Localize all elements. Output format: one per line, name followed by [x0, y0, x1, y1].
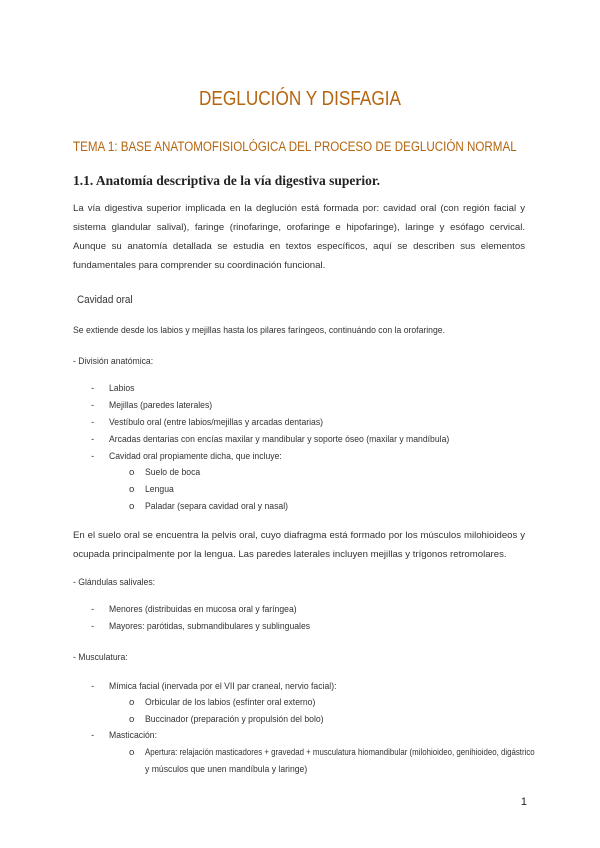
floor-paragraph: En el suelo oral se encuentra la pelvis oral, cuyo diafragma está formado por los músculos milohioideos y ocupada principalmente por la lengua. Las paredes laterales incluyen mejillas y trígonos retromolares.	[73, 530, 525, 560]
topic-heading: TEMA 1: BASE ANATOMOFISIOLÓGICA DEL PROCESO DE DEGLUCIÓN NORMAL	[73, 139, 517, 154]
sublist-item: Orbicular de los labios (esfínter oral externo)	[145, 697, 316, 708]
sublist-bullet: o	[129, 484, 135, 495]
division-label: - División anatómica:	[73, 356, 154, 367]
oral-cavity-text: Se extiende desde los labios y mejillas hasta los pilares faríngeos, continuándo con la orofaringe.	[73, 325, 445, 336]
list-item: Menores (distribuidas en mucosa oral y faríngea)	[109, 604, 297, 615]
section-heading: 1.1. Anatomía descriptiva de la vía digestiva superior.	[73, 173, 381, 188]
list-bullet: -	[91, 383, 95, 394]
intro-paragraph: La vía digestiva superior implicada en la deglución está formada por: cavidad oral (con región facial y sistema glandular salival), faringe (rinofaringe, orofaringe e hipofaringe), laringe y esófago cervical. Aunque su anatomía detallada se estudia en textos específicos, aquí se describen sus elementos fundamentales para comprender su coordinación funcional.	[73, 203, 525, 271]
page-number: 1	[520, 796, 527, 808]
list-bullet: -	[91, 451, 95, 462]
list-bullet: -	[91, 400, 95, 411]
document-title: DEGLUCIÓN Y DISFAGIA	[198, 88, 401, 110]
sublist-item: Suelo de boca	[145, 467, 201, 478]
sublist-bullet: o	[129, 697, 135, 708]
list-bullet: -	[91, 604, 95, 615]
sublist-bullet: o	[129, 747, 135, 758]
sublist-item: Buccinador (preparación y propulsión del bolo)	[145, 714, 324, 725]
sublist-bullet: o	[129, 714, 135, 725]
list-bullet: -	[91, 417, 95, 428]
list-item: Mímica facial (inervada por el VII par craneal, nervio facial):	[109, 681, 337, 692]
muscles-label: - Musculatura:	[73, 652, 128, 663]
sublist-bullet: o	[129, 501, 135, 512]
list-bullet: -	[91, 621, 95, 632]
sublist-item: Lengua	[145, 484, 174, 495]
glands-label: - Glándulas salivales:	[73, 577, 156, 588]
list-item: Arcadas dentarias con encías maxilar y mandibular y soporte óseo (maxilar y mandíbula)	[109, 434, 450, 445]
list-item: Masticación:	[109, 730, 157, 741]
list-bullet: -	[91, 730, 95, 741]
list-bullet: -	[91, 681, 95, 692]
list-item: Cavidad oral propiamente dicha, que incluye:	[109, 451, 282, 462]
oral-cavity-heading: Cavidad oral	[77, 294, 133, 306]
list-item: Mayores: parótidas, submandibulares y sublinguales	[109, 621, 311, 632]
sublist-item: Apertura: relajación masticadores + gravedad + musculatura hiomandibular (milohioideo, genihioideo, digástrico	[145, 747, 535, 758]
sublist-bullet: o	[129, 467, 135, 478]
list-item: Mejillas (paredes laterales)	[109, 400, 213, 411]
sublist-item-continuation: y músculos que unen mandíbula y laringe)	[145, 764, 308, 775]
list-item: Vestíbulo oral (entre labios/mejillas y arcadas dentarias)	[109, 417, 324, 428]
list-item: Labios	[109, 383, 135, 394]
list-bullet: -	[91, 434, 95, 445]
sublist-item: Paladar (separa cavidad oral y nasal)	[145, 501, 289, 512]
